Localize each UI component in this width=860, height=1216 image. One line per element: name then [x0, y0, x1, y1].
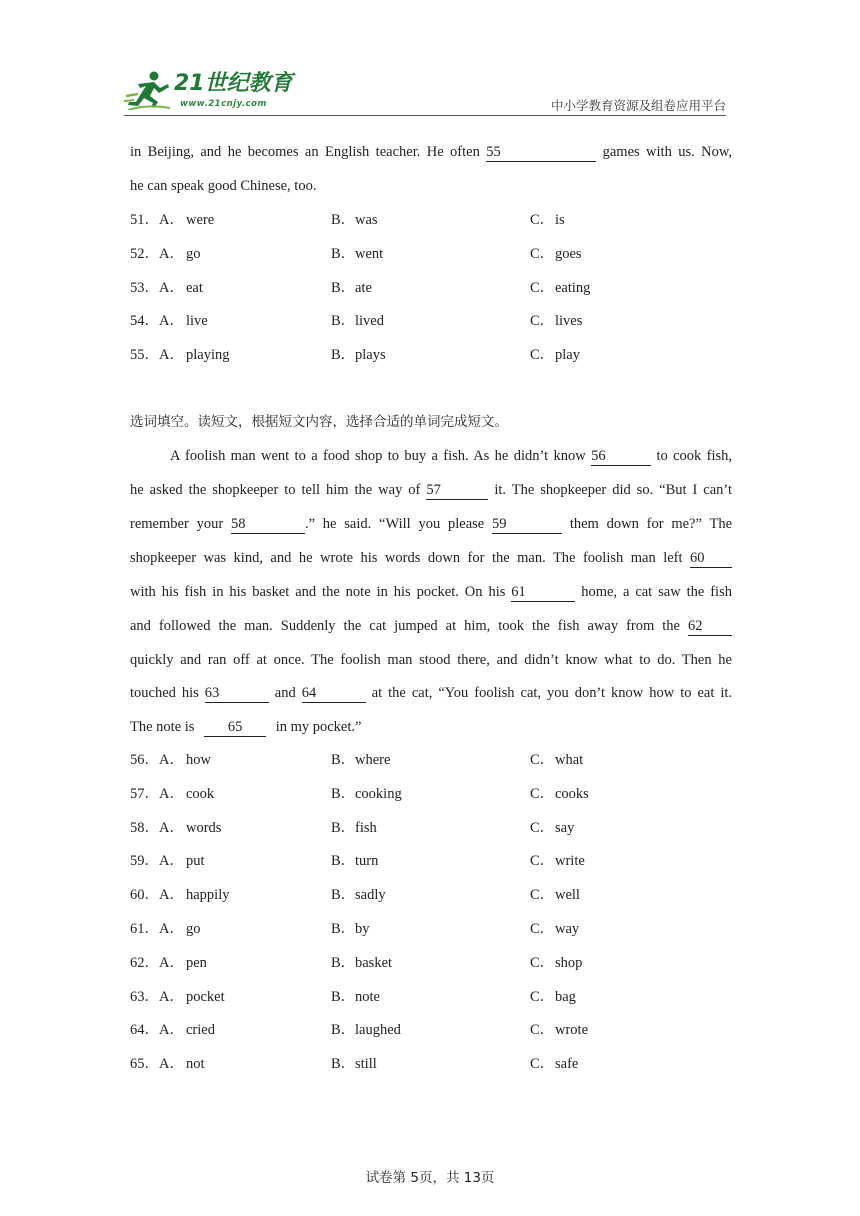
text-span: it. The shopkeeper did so. “But I can’t — [494, 482, 733, 498]
question-number: 52．A． — [130, 245, 184, 262]
option-c-label: C． — [530, 212, 555, 228]
option-a: words — [186, 819, 222, 836]
option-b-label: B． — [331, 752, 356, 768]
option-b-label: B． — [331, 279, 356, 296]
text-span: A foolish man went to a food shop to buy a fish. As he didn’t know — [170, 448, 586, 464]
text-span: with his fish in his basket and the note in his pocket. On his — [130, 584, 506, 600]
option-b: was — [355, 212, 378, 228]
passage2-line-8 — [130, 683, 732, 703]
text-span: games with us. Now, — [602, 144, 732, 160]
text-span: shopkeeper was kind, and he wrote his words down for the man. The foolish man left — [130, 550, 683, 566]
passage2-line-7: quickly and ran off at once. The foolish man stood there, and didn’t know what to do. Then he — [130, 652, 732, 668]
text-span: touched his — [130, 685, 199, 701]
question-number: 65．A． — [130, 1056, 184, 1073]
text-span: in my pocket.” — [275, 719, 362, 735]
question-number: 54．A． — [130, 313, 184, 330]
option-c-label: C． — [530, 279, 555, 296]
question-number: 62．A． — [130, 954, 184, 971]
passage2-line-1 — [170, 446, 732, 466]
option-b: cooking — [355, 785, 402, 802]
option-c-label: C． — [530, 1022, 555, 1039]
logo-text: 21世纪教育 — [174, 71, 293, 96]
passage1-line-1 — [130, 142, 732, 162]
text-span: .” he said. “Will you please — [304, 516, 485, 532]
text-span: home, a cat saw the fish — [581, 584, 732, 600]
blank-63: 63 — [205, 685, 269, 703]
question-number: 57．A． — [130, 785, 184, 802]
option-b: fish — [355, 819, 377, 836]
option-b-label: B． — [331, 954, 356, 971]
question-number: 59．A． — [130, 853, 184, 870]
option-c: wrote — [555, 1022, 589, 1039]
option-b-label: B． — [331, 988, 356, 1005]
option-a: go — [186, 245, 201, 262]
option-b-label: B． — [331, 819, 356, 836]
passage2-line-5 — [130, 582, 732, 602]
option-a: pocket — [186, 988, 225, 1005]
passage2-line-2 — [130, 480, 732, 500]
option-c-label: C． — [530, 1056, 555, 1073]
section-instruction: 选词填空。读短文，根据短文内容，选择合适的单词完成短文。 — [130, 414, 508, 430]
option-a: happily — [186, 887, 230, 904]
option-b: ate — [355, 279, 372, 296]
option-c: what — [555, 752, 584, 768]
option-b: by — [355, 921, 370, 937]
option-b: where — [355, 752, 391, 768]
passage2-line-6 — [130, 616, 732, 636]
text-span: remember your — [130, 516, 224, 532]
option-c: say — [555, 819, 575, 836]
option-b-label: B． — [331, 1056, 356, 1073]
blank-62: 62 — [688, 618, 732, 636]
header-divider — [124, 115, 726, 116]
passage2-line-3 — [130, 514, 732, 534]
option-c: bag — [555, 988, 576, 1005]
option-b: went — [355, 245, 384, 262]
option-c-label: C． — [530, 752, 555, 768]
option-c-label: C． — [530, 819, 555, 836]
question-number: 64．A． — [130, 1022, 184, 1039]
option-a: not — [186, 1056, 205, 1073]
option-a: cried — [186, 1022, 215, 1039]
option-c: safe — [555, 1056, 579, 1073]
option-a: pen — [186, 954, 207, 971]
option-a: playing — [186, 347, 230, 364]
blank-60: 60 — [690, 550, 732, 568]
option-c: way — [555, 921, 580, 937]
site-logo — [118, 66, 293, 112]
option-c-label: C． — [530, 245, 555, 262]
blank-61: 61 — [511, 584, 575, 602]
option-c: lives — [555, 313, 583, 330]
option-c: shop — [555, 954, 583, 971]
option-b-label: B． — [331, 313, 356, 330]
option-c: is — [555, 212, 565, 228]
option-b-label: B． — [331, 785, 356, 802]
question-number: 58．A． — [130, 819, 184, 836]
text-span: them down for me?” The — [569, 516, 733, 532]
option-b: plays — [355, 347, 386, 364]
option-a: eat — [186, 279, 203, 296]
passage1-line-2: he can speak good Chinese, too. — [130, 178, 317, 194]
option-b: turn — [355, 853, 379, 870]
question-number: 63．A． — [130, 988, 184, 1005]
option-c: eating — [555, 279, 591, 296]
option-b-label: B． — [331, 887, 356, 904]
option-a: cook — [186, 785, 215, 802]
option-b: laughed — [355, 1022, 401, 1039]
option-b-label: B． — [331, 245, 356, 262]
blank-64: 64 — [302, 685, 366, 703]
blank-58: 58 — [231, 516, 305, 534]
question-number: 56．A． — [130, 752, 184, 768]
text-span: at the cat, “You foolish cat, you don’t know how to eat it. — [371, 685, 733, 701]
runner-logo-icon — [124, 70, 172, 110]
text-span: in Beijing, and he becomes an English teacher. He often — [130, 144, 480, 160]
option-b-label: B． — [331, 347, 356, 364]
page-header — [118, 66, 726, 116]
option-c-label: C． — [530, 853, 555, 870]
option-c-label: C． — [530, 988, 555, 1005]
option-a: put — [186, 853, 205, 870]
question-number: 55．A． — [130, 347, 184, 364]
option-c: play — [555, 347, 580, 364]
question-number: 60．A． — [130, 887, 184, 904]
option-b: sadly — [355, 887, 386, 904]
option-a: go — [186, 921, 201, 937]
passage2-line-4 — [130, 548, 732, 568]
option-b: lived — [355, 313, 384, 330]
passage2-line-9 — [130, 717, 732, 737]
option-c: well — [555, 887, 580, 904]
text-span: he asked the shopkeeper to tell him the way of — [130, 482, 421, 498]
blank-57: 57 — [426, 482, 488, 500]
option-b-label: B． — [331, 853, 356, 870]
question-number: 53．A． — [130, 279, 184, 296]
option-b-label: B． — [331, 921, 356, 937]
text-span: and — [274, 685, 296, 701]
text-span: and followed the man. Suddenly the cat jumped at him, took the fish away from the — [130, 618, 680, 634]
platform-name: 中小学教育资源及组卷应用平台 — [550, 98, 726, 113]
option-b-label: B． — [331, 212, 356, 228]
option-c-label: C． — [530, 785, 555, 802]
page-footer: 试卷第 5页，共 13页 — [365, 1170, 495, 1186]
question-number: 51．A． — [130, 212, 184, 228]
blank-56: 56 — [591, 448, 651, 466]
blank-59: 59 — [492, 516, 562, 534]
option-a: how — [186, 752, 211, 768]
option-c: write — [555, 853, 585, 870]
option-b-label: B． — [331, 1022, 356, 1039]
option-c-label: C． — [530, 954, 555, 971]
blank-65: 65 — [204, 719, 266, 737]
option-a: were — [186, 212, 215, 228]
option-c-label: C． — [530, 313, 555, 330]
option-c-label: C． — [530, 921, 555, 937]
text-span: The note is — [130, 719, 195, 735]
question-number: 61．A． — [130, 921, 184, 937]
option-c-label: C． — [530, 887, 555, 904]
option-b: basket — [355, 954, 393, 971]
option-b: note — [355, 988, 380, 1005]
option-c-label: C． — [530, 347, 555, 364]
blank-55: 55 — [486, 144, 596, 162]
logo-url: www.21cnjy.com — [180, 99, 267, 109]
option-c: goes — [555, 245, 582, 262]
text-span: to cook fish, — [656, 448, 733, 464]
option-b: still — [355, 1056, 377, 1073]
option-c: cooks — [555, 785, 589, 802]
option-a: live — [186, 313, 208, 330]
